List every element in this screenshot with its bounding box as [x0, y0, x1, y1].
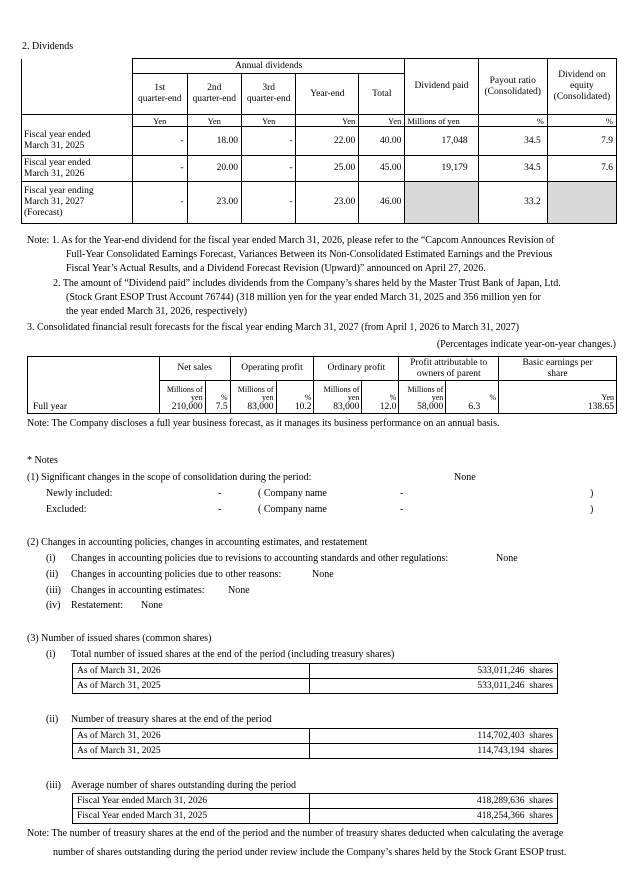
total-issued-label: Total number of issued shares at the end of the period (including treasury shares) — [71, 649, 395, 660]
row-label: Fiscal year ended March 31, 2025 — [22, 127, 133, 156]
excluded-label: Excluded: — [46, 504, 87, 515]
year-end-header: Year-end — [296, 74, 359, 115]
unit-year-end: Yen — [296, 115, 359, 127]
cell-q3: - — [241, 182, 295, 224]
cell-q1: - — [133, 127, 187, 156]
table-row: As of March 31, 2026 114,702,403 shares — [73, 729, 558, 744]
treasury-label: Number of treasury shares at the end of the period — [71, 714, 272, 725]
q1-header: 1st quarter-end — [133, 74, 187, 115]
policy-change-num: (i) — [46, 553, 56, 564]
operating-profit-pct-cell: % 10.2 — [276, 381, 314, 414]
net-sales-header: Net sales — [159, 357, 230, 381]
total-issued-num: (i) — [46, 649, 56, 660]
newly-close-paren: ) — [590, 488, 594, 499]
eps-cell: Yen 138.65 — [499, 381, 617, 414]
table-row: As of March 31, 2025 114,743,194 shares — [73, 744, 558, 759]
unit-paid: Millions of yen — [405, 115, 478, 127]
table-row — [22, 127, 617, 156]
ordinary-profit-header: Ordinary profit — [314, 357, 399, 381]
newly-included-label: Newly included: — [46, 488, 113, 499]
cell-q3: - — [241, 127, 295, 156]
dividends-table — [21, 58, 617, 224]
cell-q2: 18.00 — [187, 127, 241, 156]
cell-q3: - — [241, 156, 295, 182]
estimates-text: Changes in accounting estimates: — [71, 585, 205, 596]
newly-company-dash: - — [400, 488, 404, 499]
forecast-heading: 3. Consolidated financial result forecasts for the fiscal year ending March 31, 2027 (from April 1, 2026 to March 31, 2027) — [27, 322, 520, 333]
operating-profit-cell: Millions of yen 83,000 — [230, 381, 276, 414]
unit-payout: % — [478, 115, 547, 127]
average-shares-num: (iii) — [46, 780, 61, 791]
dividend-note-1b: Full-Year Consolidated Earnings Forecast, Variances Between its Non-Consolidated Estimated Earnings and the Previous — [66, 249, 553, 260]
cell-total: 46.00 — [359, 182, 405, 224]
row-label: Fiscal year ended March 31, 2026 — [22, 156, 133, 182]
scope-change-value: None — [454, 472, 476, 483]
payout-ratio-header: Payout ratio (Consolidated) — [478, 59, 547, 115]
restatement-num: (iv) — [46, 600, 61, 611]
dividend-note-1c: Fiscal Year’s Actual Results, and a Dividend Forecast Revision (Upward)” announced on April 27, 2026. — [66, 263, 486, 274]
dividend-paid-header: Dividend paid — [405, 59, 478, 115]
newly-included-dash: - — [218, 488, 222, 499]
excluded-company-name: ( Company name — [258, 504, 327, 515]
eps-header: Basic earnings per share — [499, 357, 617, 381]
excluded-company-dash: - — [400, 504, 404, 515]
ordinary-profit-cell: Millions of yen 83,000 — [314, 381, 362, 414]
full-year-label: Full year — [28, 381, 160, 414]
forecast-note: Note: The Company discloses a full year business forecast, as it manages its business performance on an annual basis. — [27, 418, 500, 429]
table-row: Fiscal Year ended March 31, 2026 418,289,636 shares — [73, 794, 558, 809]
newly-company-name: ( Company name — [258, 488, 327, 499]
corner-cell — [22, 59, 133, 74]
cell-doe: 7.9 — [547, 127, 616, 156]
cell-year-end: 25.00 — [296, 156, 359, 182]
policy-change-value: None — [496, 553, 518, 564]
annual-dividends-header: Annual dividends — [133, 59, 405, 74]
cell-total: 45.00 — [359, 156, 405, 182]
table-row — [28, 381, 617, 414]
scope-change-label: (1) Significant changes in the scope of consolidation during the period: — [27, 472, 312, 483]
table-row: Fiscal Year ended March 31, 2025 418,254,366 shares — [73, 809, 558, 824]
q3-header: 3rd quarter-end — [241, 74, 295, 115]
cell-payout: 34.5 — [478, 156, 547, 182]
cell-paid: 17,048 — [405, 127, 478, 156]
profit-attributable-cell: Millions of yen 58,000 — [399, 381, 446, 414]
cell-payout: 33.2 — [478, 182, 547, 224]
forecast-table — [27, 356, 617, 414]
unit-q3: Yen — [241, 115, 295, 127]
treasury-num: (ii) — [46, 714, 59, 725]
ordinary-profit-pct-cell: % 12.0 — [362, 381, 399, 414]
final-note-b: number of shares outstanding during the period under review include the Company’s shares held by the Stock Grant ESOP trust. — [53, 847, 567, 858]
notes-heading: * Notes — [27, 455, 58, 466]
dividend-note-2b: (Stock Grant ESOP Trust Account 76744) (318 million yen for the year ended March 31, 2025 and 356 million yen for — [66, 292, 541, 303]
average-shares-label: Average number of shares outstanding during the period — [71, 780, 297, 791]
dividend-note-2c: the year ended March 31, 2026, respectively) — [66, 306, 248, 317]
unit-doe: % — [547, 115, 616, 127]
final-note-a: Note: The number of treasury shares at the end of the period and the number of treasury shares deducted when calculating the average — [27, 828, 564, 839]
unit-q1: Yen — [133, 115, 187, 127]
restatement-text: Restatement: — [71, 600, 124, 611]
row-label: Fiscal year ending March 31, 2027 (Forecast) — [22, 182, 133, 224]
operating-profit-header: Operating profit — [230, 357, 314, 381]
other-policy-num: (ii) — [46, 569, 59, 580]
net-sales-cell: Millions of yen 210,000 — [159, 381, 205, 414]
table-row — [22, 156, 617, 182]
excluded-dash: - — [218, 504, 222, 515]
policy-change-text: Changes in accounting policies due to revisions to accounting standards and other regulations: — [71, 553, 449, 564]
cell-paid-shaded — [405, 182, 478, 224]
dividends-heading: 2. Dividends — [22, 41, 74, 52]
total-issued-table — [72, 663, 558, 694]
cell-total: 40.00 — [359, 127, 405, 156]
cell-q1: - — [133, 156, 187, 182]
other-policy-text: Changes in accounting policies due to other reasons: — [71, 569, 282, 580]
unit-q2: Yen — [187, 115, 241, 127]
average-shares-table — [72, 793, 558, 824]
treasury-table — [72, 728, 558, 759]
profit-attributable-header: Profit attributable to owners of parent — [399, 357, 499, 381]
restatement-value: None — [141, 600, 163, 611]
percentages-note: (Percentages indicate year-on-year changes.) — [436, 339, 616, 350]
cell-doe-shaded — [547, 182, 616, 224]
q2-header: 2nd quarter-end — [187, 74, 241, 115]
cell-year-end: 23.00 — [296, 182, 359, 224]
corner-cell-lower — [22, 74, 133, 115]
table-row — [22, 182, 617, 224]
cell-q1: - — [133, 182, 187, 224]
cell-q2: 20.00 — [187, 156, 241, 182]
dividend-note-1a: Note: 1. As for the Year-end dividend for the fiscal year ended March 31, 2026, please refer to the “Capcom Announces Revision of — [27, 235, 555, 246]
profit-attributable-pct-cell: % 6.3 — [446, 381, 499, 414]
other-policy-value: None — [312, 569, 334, 580]
cell-payout: 34.5 — [478, 127, 547, 156]
estimates-value: None — [228, 585, 250, 596]
unit-total: Yen — [359, 115, 405, 127]
cell-paid: 19,179 — [405, 156, 478, 182]
dividend-note-2a: 2. The amount of “Dividend paid” includes dividends from the Company’s shares held by the Master Trust Bank of Japan, Ltd. — [53, 278, 561, 289]
cell-doe: 7.6 — [547, 156, 616, 182]
accounting-changes-label: (2) Changes in accounting policies, changes in accounting estimates, and restatement — [27, 537, 368, 548]
excluded-close-paren: ) — [590, 504, 594, 515]
total-header: Total — [359, 74, 405, 115]
issued-shares-heading: (3) Number of issued shares (common shares) — [27, 633, 212, 644]
table-row: As of March 31, 2026 533,011,246 shares — [73, 664, 558, 679]
table-row: As of March 31, 2025 533,011,246 shares — [73, 679, 558, 694]
dividend-on-equity-header: Dividend on equity (Consolidated) — [547, 59, 616, 115]
cell-q2: 23.00 — [187, 182, 241, 224]
estimates-num: (iii) — [46, 585, 61, 596]
net-sales-pct-cell: % 7.5 — [205, 381, 230, 414]
cell-year-end: 22.00 — [296, 127, 359, 156]
